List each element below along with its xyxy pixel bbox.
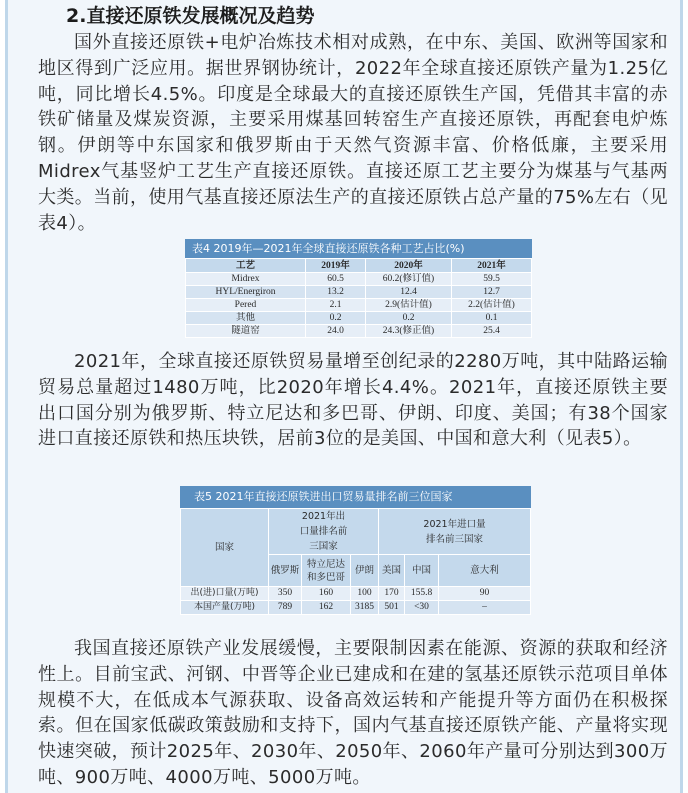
table5-title: 表5 2021年直接还原铁进出口贸易量排名前三位国家 bbox=[180, 486, 531, 508]
table4-cell: 13.2 bbox=[306, 286, 366, 299]
table4-header-row bbox=[186, 259, 532, 273]
table4-cell: 其他 bbox=[186, 312, 306, 325]
table4-cell: 0.2 bbox=[306, 312, 366, 325]
table5-country-name: 中国 bbox=[405, 555, 439, 587]
table4-header-cell: 2019年 bbox=[306, 259, 366, 273]
table-row bbox=[181, 601, 531, 615]
table-trade-ranking bbox=[180, 486, 531, 615]
table-row bbox=[186, 299, 532, 312]
table4-cell: 12.4 bbox=[366, 286, 452, 299]
table4-cell: Pered bbox=[186, 299, 306, 312]
table5-cell: 162 bbox=[302, 601, 351, 615]
table5-cell: 350 bbox=[269, 587, 302, 601]
table4-cell: 2.1 bbox=[306, 299, 366, 312]
table-row bbox=[186, 325, 532, 338]
table4-cell: 2.9(估计值) bbox=[366, 299, 452, 312]
table4-cell: 隧道窑 bbox=[186, 325, 306, 338]
table5-cell: 789 bbox=[269, 601, 302, 615]
table5-import-group-header: 2021年进口量排名前三国家 bbox=[379, 509, 531, 555]
table4-header-cell: 工艺 bbox=[186, 259, 306, 273]
table4-cell: 59.5 bbox=[452, 273, 532, 286]
table-row bbox=[186, 286, 532, 299]
table5-export-group-header: 2021年出口量排名前三国家 bbox=[269, 509, 379, 555]
table4-header-cell: 2021年 bbox=[452, 259, 532, 273]
table5-country-name: 俄罗斯 bbox=[269, 555, 302, 587]
paragraph-china-outlook: 我国直接还原铁产业发展缓慢，主要限制因素在能源、资源的获取和经济性上。目前宝武、河钢、中晋等企业已建成和在建的氢基还原铁示范项目单体规模不大，在低成本气源获取、设备高效运转和产能提升等方面仍在积极探索。但在国家低碳政策鼓励和支持下，国内气基直接还原铁产能、产量将实现快速突破，预计2025年、2030年、2050年、2060年产量可分别达到300万吨、900万吨、4000万吨、5000万吨。 bbox=[38, 638, 668, 788]
table5-country-header: 国家 bbox=[181, 509, 269, 587]
table4-cell: HYL/Energiron bbox=[186, 286, 306, 299]
table4-cell: 0.1 bbox=[452, 312, 532, 325]
table5-cell: – bbox=[439, 601, 531, 615]
table4-cell: 12.7 bbox=[452, 286, 532, 299]
table5-row-label: 本国产量(万吨) bbox=[181, 601, 269, 615]
table4-cell: 0.2 bbox=[366, 312, 452, 325]
table-row bbox=[181, 587, 531, 601]
table4-cell: Midrex bbox=[186, 273, 306, 286]
table5-cell: 155.8 bbox=[405, 587, 439, 601]
table-row bbox=[186, 312, 532, 325]
table5-header-row bbox=[181, 509, 531, 555]
article-page bbox=[5, 0, 683, 793]
table5-cell: 501 bbox=[379, 601, 405, 615]
table5-country-name: 特立尼达和多巴哥 bbox=[302, 555, 351, 587]
section-heading: 2.直接还原铁发展概况及趋势 bbox=[66, 5, 315, 27]
table5-country-name: 意大利 bbox=[439, 555, 531, 587]
table5-cell: 90 bbox=[439, 587, 531, 601]
table4-title: 表4 2019年—2021年全球直接还原铁各种工艺占比(%) bbox=[185, 239, 532, 258]
table4-cell: 60.2(修订值) bbox=[366, 273, 452, 286]
table5-cell: 160 bbox=[302, 587, 351, 601]
table4-cell: 24.3(修正值) bbox=[366, 325, 452, 338]
table5-country-name: 美国 bbox=[379, 555, 405, 587]
table5-cell: 3185 bbox=[351, 601, 379, 615]
table5-cell: 100 bbox=[351, 587, 379, 601]
table5-cell: 170 bbox=[379, 587, 405, 601]
table5-country-name: 伊朗 bbox=[351, 555, 379, 587]
paragraph-overseas-dri: 国外直接还原铁+电炉冶炼技术相对成熟，在中东、美国、欧洲等国家和地区得到广泛应用。据世界钢协统计，2022年全球直接还原铁产量为1.25亿吨，同比增长4.5%。印度是全球最大的直接还原铁生产国，凭借其丰富的赤铁矿储量及煤炭资源，主要采用煤基回转窑生产直接还原铁，再配套电炉炼钢。伊朗等中东国家和俄罗斯由于天然气资源丰富、价格低廉，主要采用Midrex气基竖炉工艺生产直接还原铁。直接还原工艺主要分为煤基与气基两大类。当前，使用气基直接还原法生产的直接还原铁占总产量的75%左右（见表4）。 bbox=[38, 32, 669, 234]
table4-cell: 25.4 bbox=[452, 325, 532, 338]
table-process-share bbox=[185, 239, 532, 338]
table5-row-label: 出(进)口量(万吨) bbox=[181, 587, 269, 601]
paragraph-dri-trade: 2021年，全球直接还原铁贸易量增至创纪录的2280万吨，其中陆路运输贸易总量超过1480万吨，比2020年增长4.4%。2021年，直接还原铁主要出口国分别为俄罗斯、特立尼达和多巴哥、伊朗、印度、美国；有38个国家进口直接还原铁和热压块铁，居前3位的是美国、中国和意大利（见表5）。 bbox=[38, 351, 668, 450]
table4-cell: 2.2(估计值) bbox=[452, 299, 532, 312]
table5-cell: <30 bbox=[405, 601, 439, 615]
table4-cell: 24.0 bbox=[306, 325, 366, 338]
table-row bbox=[186, 273, 532, 286]
table4-header-cell: 2020年 bbox=[366, 259, 452, 273]
table4-cell: 60.5 bbox=[306, 273, 366, 286]
